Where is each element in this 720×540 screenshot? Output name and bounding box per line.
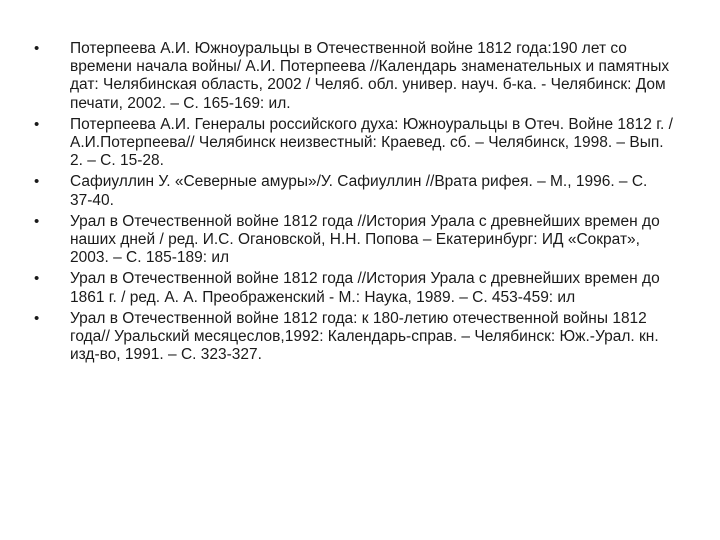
list-item <box>34 173 674 209</box>
bibliography-list <box>34 40 674 367</box>
bullet-icon: • <box>34 173 40 191</box>
list-item <box>34 270 674 306</box>
bullet-icon: • <box>34 212 40 230</box>
reference-text: Сафиуллин У. «Северные амуры»/У. Сафиуллин //Врата рифея. – М., 1996. – С. 37-40. <box>70 173 648 209</box>
list-item <box>34 40 674 113</box>
reference-text: Урал в Отечественной войне 1812 года //История Урала с древнейших времен до наших дней / ред. И.С. Огановской, Н.Н. Попова – Екатеринбург: ИД «Сократ», 2003. – С. 185-189: ил <box>70 212 660 267</box>
reference-text: Урал в Отечественной войне 1812 года //История Урала с древнейших времен до 1861 г. / ред. А. А. Преображенский - М.: Наука, 1989. – С. 453-459: ил <box>70 270 660 306</box>
list-item <box>34 116 674 171</box>
list-item <box>34 310 674 365</box>
bullet-icon: • <box>34 40 40 57</box>
bullet-icon: • <box>34 270 40 288</box>
reference-text: Потерпеева А.И. Южноуральцы в Отечественной войне 1812 года:190 лет со времени начала войны/ А.И. Потерпеева //Календарь знаменательных и памятных дат: Челябинская область, 2002 / Челяб. обл. универ. науч. б-ка. - Челябинск: Дом печати, 2002. – С. 165-169: ил. <box>70 40 670 112</box>
bullet-icon: • <box>34 115 40 133</box>
bullet-icon: • <box>34 309 40 327</box>
list-item <box>34 213 674 268</box>
reference-text: Урал в Отечественной войне 1812 года: к 180-летию отечественной войны 1812 года// Уральский месяцеслов,1992: Календарь-справ. – Челябинск: Юж.-Урал. кн. изд-во, 1991. – С. 323-327. <box>70 309 659 364</box>
reference-text: Потерпеева А.И. Генералы российского духа: Южноуральцы в Отеч. Войне 1812 г. /А.И.Потерпеева// Челябинск неизвестный: Краевед. сб. – Челябинск, 1998. – Вып. 2. – С. 15-28. <box>70 115 673 170</box>
